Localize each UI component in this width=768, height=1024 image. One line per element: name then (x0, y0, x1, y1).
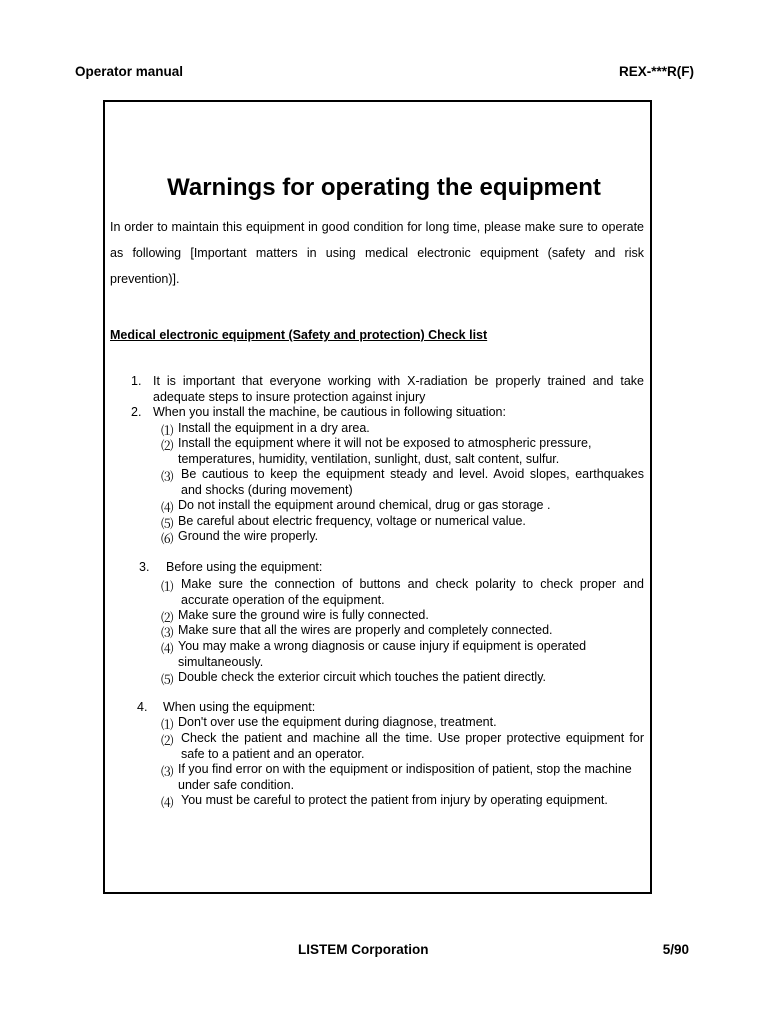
item-2-sub-5-number: ⑸ (161, 517, 174, 531)
item-4-sub-2-number: ⑵ (161, 734, 174, 748)
item-4-sub-1-text: Don't over use the equipment during diagnose, treatment. (178, 715, 497, 729)
item-4-sub-1-number: ⑴ (161, 718, 174, 732)
item-3-sub-1-text: Make sure the connection of buttons and check polarity to check proper and accurate operation of the equipment. (181, 577, 644, 607)
footer-company: LISTEM Corporation (298, 942, 429, 957)
item-3-text: Before using the equipment: (166, 560, 323, 574)
item-3-sub-3-text: Make sure that all the wires are properly and completely connected. (178, 623, 553, 637)
item-3-sub-4-number: ⑷ (161, 642, 174, 656)
item-2-sub-4-text: Do not install the equipment around chemical, drug or gas storage . (178, 498, 551, 512)
item-4-sub-3-number: ⑶ (161, 765, 174, 779)
item-3-sub-5-number: ⑸ (161, 673, 174, 687)
item-3-sub-4-text: You may make a wrong diagnosis or cause injury if equipment is operated simultaneously. (178, 639, 587, 669)
item-3-sub-2-text: Make sure the ground wire is fully connected. (178, 608, 429, 622)
checklist-heading: Medical electronic equipment (Safety and protection) Check list (110, 328, 488, 342)
intro-paragraph: In order to maintain this equipment in good condition for long time, please make sure to operate as following [Important matters in using medical electronic equipment (safety and risk prevention)]. (110, 220, 644, 286)
page-title: Warnings for operating the equipment (167, 174, 601, 201)
item-4-text: When using the equipment: (163, 700, 316, 714)
item-2-sub-6-number: ⑹ (161, 532, 174, 546)
item-4-sub-3-text: If you find error on with the equipment or indisposition of patient, stop the machine under safe condition. (178, 762, 632, 792)
item-1-text: It is important that everyone working with X-radiation be properly trained and take adequate steps to insure protection against injury (153, 374, 644, 404)
item-2-text: When you install the machine, be cautious in following situation: (153, 405, 506, 419)
item-4-sub-2-text: Check the patient and machine all the time. Use proper protective equipment for safe to a patient and an operator. (181, 731, 644, 761)
item-3-sub-1-number: ⑴ (161, 580, 174, 594)
header-doc-type: Operator manual (75, 64, 184, 79)
page-number: 5/90 (662, 942, 689, 957)
item-2-sub-2-text: Install the equipment where it will not be exposed to atmospheric pressure, temperatures, humidity, ventilation, sunlight, dust, salt content, sulfur. (178, 436, 592, 466)
item-3-number: 3. (139, 560, 150, 574)
item-2-sub-3-text: Be cautious to keep the equipment steady and level. Avoid slopes, earthquakes and shocks (during movement) (181, 467, 644, 497)
item-2-sub-5-text: Be careful about electric frequency, voltage or numerical value. (178, 514, 526, 528)
item-2-sub-1-text: Install the equipment in a dry area. (178, 421, 370, 435)
item-2-number: 2. (131, 405, 142, 419)
item-4-number: 4. (137, 700, 148, 714)
item-2-sub-4-number: ⑷ (161, 501, 174, 515)
item-4-sub-4-number: ⑷ (161, 796, 174, 810)
item-1-number: 1. (131, 374, 142, 388)
item-4-sub-4-text: You must be careful to protect the patient from injury by operating equipment. (181, 793, 608, 807)
item-2-sub-3-number: ⑶ (161, 470, 174, 484)
item-2-sub-1-number: ⑴ (161, 424, 174, 438)
item-3-sub-2-number: ⑵ (161, 611, 174, 625)
item-2-sub-2-number: ⑵ (161, 439, 174, 453)
item-3-sub-5-text: Double check the exterior circuit which touches the patient directly. (178, 670, 547, 684)
item-3-sub-3-number: ⑶ (161, 626, 174, 640)
item-2-sub-6-text: Ground the wire properly. (178, 529, 319, 543)
header-model: REX-***R(F) (618, 64, 694, 79)
